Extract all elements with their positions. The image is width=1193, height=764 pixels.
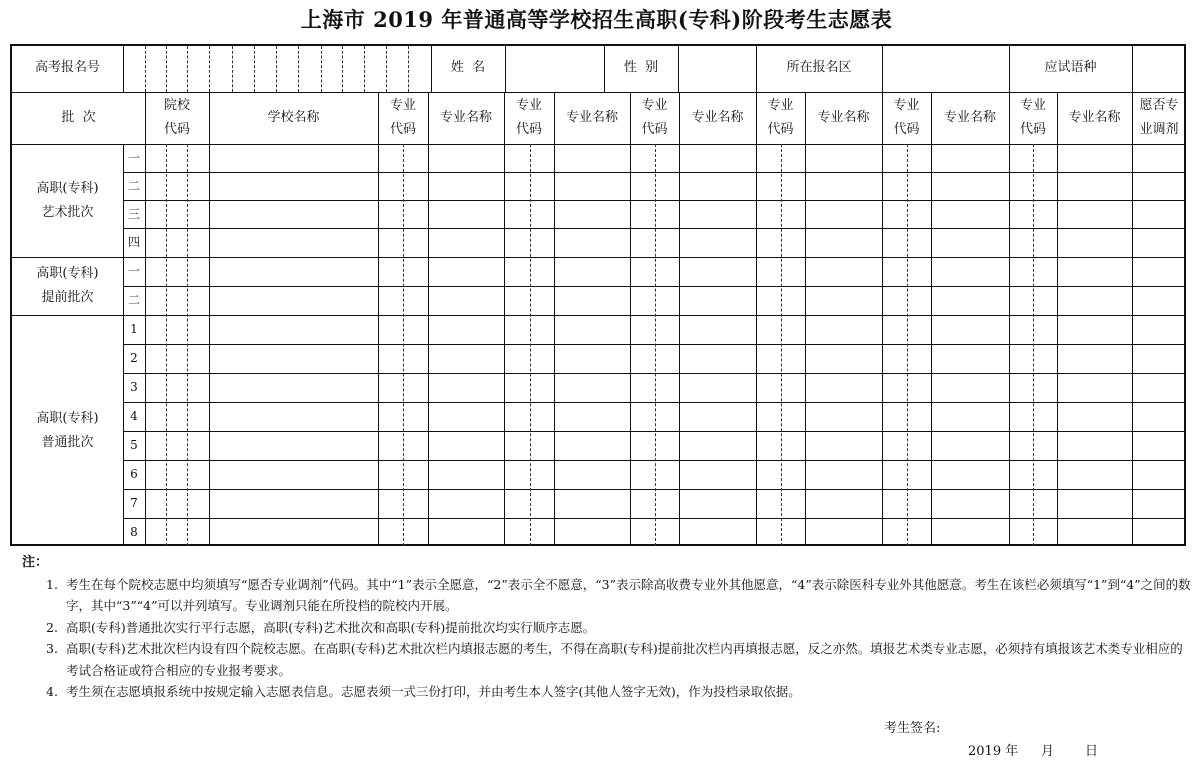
notes-heading: 注： [22,555,49,570]
row-number: 4 [130,409,138,423]
dashed-rule [1033,144,1034,546]
row-rule [12,315,1186,316]
signature-day: 日 [1085,744,1099,759]
row-rule [12,257,1186,258]
dashed-rule [187,144,188,546]
note-item [22,617,1192,639]
dashed-rule [187,46,188,92]
col-rule [931,92,932,546]
col-rule [882,92,883,546]
gender-label: 性 别 [623,60,659,75]
note-text: 高职(专科)艺术批次栏内设有四个院校志愿。在高职(专科)艺术批次栏内填报志愿的考生，不得在高职(专科)提前批次栏内再填报志愿，反之亦然。填报艺术类专业志愿，必须持有填报该艺术类专业相应的考试合格证或符合相应的专业报考要求。 [66,641,1183,678]
dashed-rule [276,46,277,92]
dashed-rule [386,46,387,92]
exam-id-label: 高考报名号 [34,60,100,75]
signature-label: 考生签名: [884,721,941,736]
col-rule [554,92,555,546]
row-number: 1 [130,322,138,336]
dashed-rule [403,144,404,546]
col-rule [630,92,631,546]
note-text: 高职(专科)普通批次实行平行志愿，高职(专科)艺术批次和高职(专科)提前批次均实行顺序志愿。 [66,619,596,635]
row-number: 3 [130,380,138,394]
name-label: 姓 名 [450,60,486,75]
dashed-rule [166,46,167,92]
note-item [22,681,1192,703]
major-code-header-1: 专业 代码 [389,98,416,137]
adjust-header: 愿否专 业调剂 [1139,98,1179,137]
district-label: 所在报名区 [786,60,852,75]
dashed-rule [232,46,233,92]
col-rule [1057,92,1058,546]
dashed-rule [655,144,656,546]
dashed-rule [209,46,210,92]
row-number: 一 [127,264,140,278]
row-number: 8 [130,524,138,539]
signature-month: 月 [1041,744,1055,759]
signature-year: 2019 年 [968,744,1019,759]
dashed-rule [342,46,343,92]
dashed-rule [530,144,531,546]
note-item [22,638,1192,681]
notes-section [22,552,1192,703]
dashed-rule [408,46,409,92]
notes-list [22,574,1192,703]
language-label: 应试语种 [1044,60,1097,75]
row-rule [12,144,1186,145]
row-number: 5 [130,438,138,452]
col-rule [504,92,505,546]
school-code-header: 院校 代码 [163,98,190,137]
note-number: 4. [46,684,58,699]
note-number: 2. [46,619,58,635]
major-name-header-6: 专业名称 [1068,110,1121,125]
batch-header: 批 次 [61,110,96,125]
col-rule [1009,92,1010,546]
note-item [22,574,1192,617]
dashed-rule [298,46,299,92]
note-text: 考生在每个院校志愿中均须填写“愿否专业调剂”代码。其中“1”表示全愿意，“2”表示全不愿意，“3”表示除高收费专业外其他愿意，“4”表示除医科专业外其他愿意。考生在该栏必须填写“1”到“4”之间的数字，其中“3”“4”可以并列填写。专业调剂只能在所投档的院校内开展。 [66,576,1191,613]
form-title: 上海市 2019 年普通高等学校招生高职(专科)阶段考生志愿表 [300,7,893,32]
row-number: 2 [130,351,138,365]
major-name-header-4: 专业名称 [817,110,870,125]
volunteer-form-table [10,44,1186,546]
col-rule [1132,92,1133,546]
row-number: 二 [127,178,140,193]
col-rule [679,92,680,546]
row-number: 四 [127,235,140,249]
row-number: 6 [130,467,138,481]
row-number: 7 [130,496,138,510]
dashed-rule [145,46,146,92]
major-code-header-6: 专业 代码 [1019,98,1046,137]
col-rule [378,92,379,546]
dashed-rule [254,46,255,92]
batch-label-3: 高职(专科) 普通批次 [36,410,99,450]
row-number: 二 [127,293,140,307]
major-name-header-2: 专业名称 [565,110,618,125]
dashed-rule [907,144,908,546]
dashed-rule [781,144,782,546]
dashed-rule [166,144,167,546]
row-number: 一 [127,150,140,165]
note-number: 3. [46,641,58,656]
batch-label-2: 高职(专科) 提前批次 [36,266,99,305]
col-rule [805,92,806,546]
note-number: 1. [46,576,58,592]
col-rule [678,44,679,92]
major-name-header-3: 专业名称 [691,110,744,125]
note-text: 考生须在志愿填报系统中按规定输入志愿表信息。志愿表须一式三份打印，并由考生本人签字(其他人签字无效)，作为投档录取依据。 [66,684,801,699]
col-rule [145,92,146,546]
dashed-rule [364,46,365,92]
major-name-header-1: 专业名称 [439,110,492,125]
row-number: 三 [127,206,140,221]
major-code-header-4: 专业 代码 [767,98,794,137]
col-rule [428,92,429,546]
school-name-header: 学校名称 [267,110,320,125]
major-code-header-5: 专业 代码 [893,98,920,137]
col-rule [882,44,883,92]
major-name-header-5: 专业名称 [943,110,996,125]
major-code-header-2: 专业 代码 [515,98,542,137]
col-rule [123,44,124,92]
col-rule [123,144,124,546]
col-rule [209,92,210,546]
dashed-rule [321,46,322,92]
batch-label-1: 高职(专科) 艺术批次 [36,180,99,220]
major-code-header-3: 专业 代码 [641,98,668,137]
col-rule [505,44,506,92]
col-rule [756,92,757,546]
col-rule [1132,44,1133,92]
